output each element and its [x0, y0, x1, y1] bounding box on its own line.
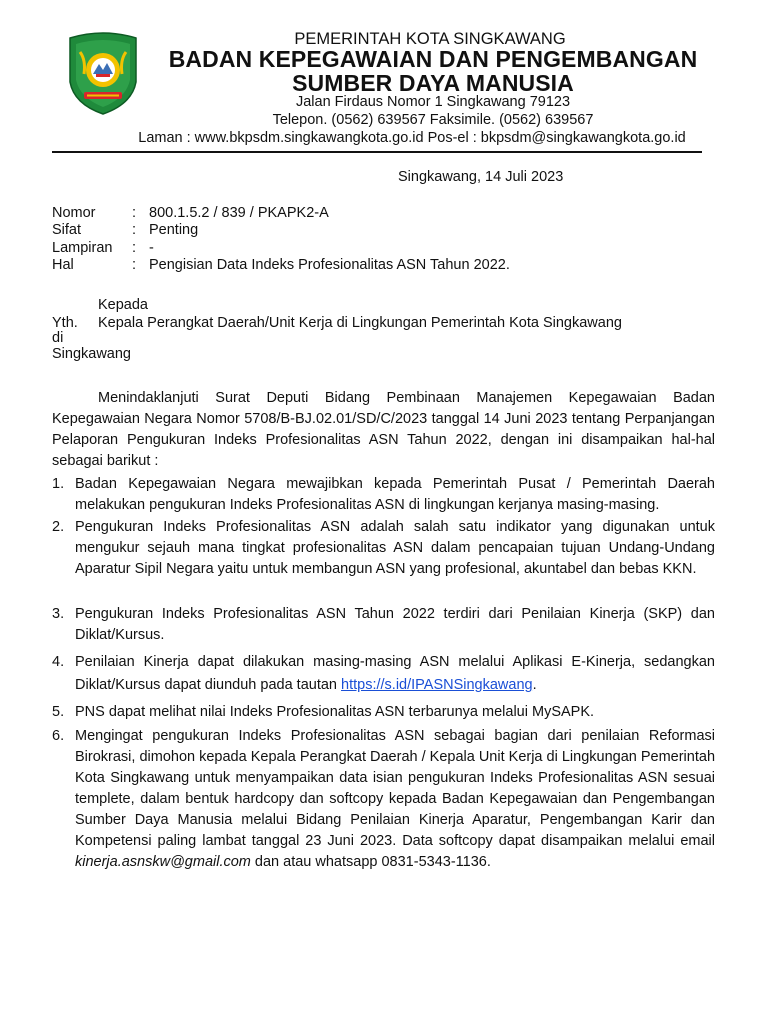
list-item-text: Badan Kepegawaian Negara mewajibkan kepada Pemerintah Pusat / Pemerintah Daerah melakukan pengukuran Indeks Profesionalitas ASN di lingkungan kerjanya masing-masing.	[75, 476, 715, 513]
ipasn-download-link[interactable]: https://s.id/IPASNSingkawang	[341, 677, 533, 693]
meta-value: -	[149, 240, 154, 256]
list-item-text-after: dan atau whatsapp 0831-5343-1136.	[250, 854, 491, 870]
agency-address: Jalan Firdaus Nomor 1 Singkawang 79123	[295, 94, 571, 110]
list-item-text-before: Mengingat pengukuran Indeks Profesionalitas ASN sebagai bagian dari penilaian Reformasi Birokrasi, dimohon kepada Kepala Perangkat Daerah / Kepala Unit Kerja di Lingkungan Pemerintah Kota Singkawang untuk menyampaikan data isian pengukuran Indeks Profesionalitas ASN sesuai templete, dalam bentuk hardcopy dan softcopy kepada Badan Kepegawaian dan Pengembangan Sumber Daya Manusia melalui Bidang Penilaian Kinerja Aparatur, Pengembangan Karir dan Kompetensi paling lambat tanggal 23 Juni 2023. Data softcopy dapat disampaikan melalui email	[75, 728, 716, 849]
list-item-number: 1.	[52, 476, 65, 492]
list-item	[52, 726, 715, 873]
list-item-number: 4.	[52, 654, 65, 670]
list-item	[52, 517, 715, 580]
list-item	[52, 604, 715, 646]
agency-phone: Telepon. (0562) 639567 Faksimile. (0562) 639567	[272, 112, 594, 128]
meta-colon: :	[132, 222, 137, 238]
agency-name-line1: BADAN KEPEGAWAIAN DAN PENGEMBANGAN	[168, 46, 698, 72]
list-item-text: Pengukuran Indeks Profesionalitas ASN adalah salah satu indikator yang digunakan untuk mengukur sejauh mana tingkat profesionalitas ASN dalam pencapaian tujuan Undang-Undang Aparatur Sipil Negara yaitu untuk membangun ASN yang profesional, akuntabel dan bebas KKN.	[75, 519, 715, 577]
addressee-recipient: Kepala Perangkat Daerah/Unit Kerja di Lingkungan Pemerintah Kota Singkawang	[98, 315, 622, 331]
letter-date: Singkawang, 14 Juli 2023	[398, 169, 564, 185]
meta-colon: :	[132, 240, 137, 256]
agency-web-email: Laman : www.bkpsdm.singkawangkota.go.id Pos-el : bkpsdm@singkawangkota.go.id	[138, 130, 686, 146]
addressee-kepada: Kepada	[98, 297, 148, 313]
list-item-number: 2.	[52, 519, 65, 535]
list-item	[52, 651, 715, 697]
list-item-number: 6.	[52, 728, 65, 744]
government-name: PEMERINTAH KOTA SINGKAWANG	[294, 30, 566, 48]
list-item-text-before: Penilaian Kinerja dapat dilakukan masing-masing ASN melalui Aplikasi E-Kinerja, sedangkan Diklat/Kursus dapat diunduh pada tautan	[75, 654, 715, 693]
meta-label: Nomor	[52, 205, 96, 221]
list-item-text: Pengukuran Indeks Profesionalitas ASN Tahun 2022 terdiri dari Penilaian Kinerja (SKP) dan Diklat/Kursus.	[75, 606, 715, 643]
letterhead-divider	[52, 151, 702, 153]
addressee-di: di	[52, 330, 64, 346]
meta-value: 800.1.5.2 / 839 / PKAPK2-A	[149, 205, 329, 221]
meta-label: Hal	[52, 257, 74, 273]
meta-value: Pengisian Data Indeks Profesionalitas ASN Tahun 2022.	[149, 257, 510, 273]
meta-label: Lampiran	[52, 240, 113, 256]
meta-value: Penting	[149, 222, 199, 238]
list-item-number: 3.	[52, 606, 65, 622]
list-item-text-after: .	[532, 677, 537, 693]
list-item-text	[75, 726, 715, 873]
addressee-place: Singkawang	[52, 346, 131, 362]
list-item	[52, 702, 715, 723]
list-item-text: PNS dapat melihat nilai Indeks Profesionalitas ASN terbarunya melalui MySAPK.	[75, 704, 595, 720]
list-item-text	[75, 651, 715, 697]
meta-label: Sifat	[52, 222, 82, 238]
addressee-yth: Yth.	[52, 315, 78, 331]
meta-colon: :	[132, 205, 137, 221]
intro-paragraph: Menindaklanjuti Surat Deputi Bidang Pembinaan Manajemen Kepegawaian Badan Kepegawaian Negara Nomor 5708/B-BJ.02.01/SD/C/2023 tanggal 14 Juni 2023 tentang Perpanjangan Pelaporan Pengukuran Indeks Profesionalitas ASN Tahun 2022, dengan ini disampaikan hal-hal sebagai barikut :	[52, 390, 715, 469]
list-item-number: 5.	[52, 704, 65, 720]
contact-email: kinerja.asnskw@gmail.com	[75, 854, 251, 870]
list-item	[52, 474, 715, 516]
meta-colon: :	[132, 257, 137, 273]
agency-name-line2: SUMBER DAYA MANUSIA	[292, 70, 574, 96]
